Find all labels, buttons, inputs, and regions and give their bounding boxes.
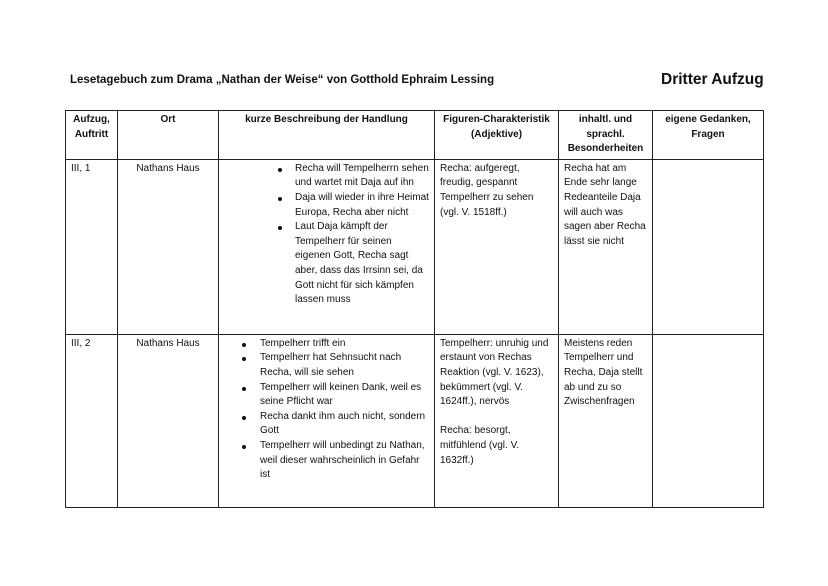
plot-item: Tempelherr hat Sehnsucht nach Recha, will sie sehen <box>260 351 429 380</box>
plot-item: Tempelherr will keinen Dank, weil es seine Pflicht war <box>260 381 429 410</box>
column-header-features: inhaltl. und sprachl. Besonderheiten <box>559 111 653 160</box>
table-row <box>66 159 764 334</box>
plot-item: Laut Daja kämpft der Tempelherr für seinen eigenen Gott, Recha sagt aber, dass das Irrsinn sei, da Gott nicht für sich kämpfen lassen muss <box>295 220 429 308</box>
thoughts-cell[interactable] <box>653 334 764 507</box>
document-title: Lesetagebuch zum Drama „Nathan der Weise“ von Gotthold Ephraim Lessing <box>70 74 495 86</box>
plot-item: Tempelherr trifft ein <box>260 337 429 352</box>
plot-list <box>224 162 429 308</box>
table-row <box>66 334 764 507</box>
place-cell: Nathans Haus <box>118 159 219 334</box>
features-cell: Recha hat am Ende sehr lange Redeanteile Daja will auch was sagen aber Recha lässt sie nicht <box>559 159 653 334</box>
plot-cell <box>219 334 435 507</box>
plot-item: Tempelherr will unbedingt zu Nathan, weil dieser wahrscheinlich in Gefahr ist <box>260 439 429 483</box>
plot-list <box>224 337 429 483</box>
place-cell: Nathans Haus <box>118 334 219 507</box>
scene-cell: III, 1 <box>66 159 118 334</box>
characters-cell: Recha: aufgeregt, freudig, gespannt Tempelherr zu sehen (vgl. V. 1518ff.) <box>435 159 559 334</box>
act-title: Dritter Aufzug <box>661 71 764 88</box>
scene-cell: III, 2 <box>66 334 118 507</box>
plot-cell <box>219 159 435 334</box>
thoughts-cell[interactable] <box>653 159 764 334</box>
column-header-plot: kurze Beschreibung der Handlung <box>219 111 435 160</box>
plot-item: Recha will Tempelherrn sehen und wartet mit Daja auf ihn <box>295 162 429 191</box>
reading-diary-table <box>65 110 764 508</box>
column-header-place: Ort <box>118 111 219 160</box>
characters-cell: Tempelherr: unruhig und erstaunt von Rechas Reaktion (vgl. V. 1623), bekümmert (vgl. V. 1624ff.), nervös Recha: besorgt, mitfühlend (vgl. V. 1632ff.) <box>435 334 559 507</box>
table-header-row <box>66 111 764 160</box>
column-header-thoughts: eigene Gedanken, Fragen <box>653 111 764 160</box>
column-header-scene: Aufzug, Auftritt <box>66 111 118 160</box>
features-cell: Meistens reden Tempelherr und Recha, Daja stellt ab und zu so Zwischenfragen <box>559 334 653 507</box>
plot-item: Recha dankt ihm auch nicht, sondern Gott <box>260 410 429 439</box>
plot-item: Daja will wieder in ihre Heimat Europa, Recha aber nicht <box>295 191 429 220</box>
column-header-characters: Figuren-Charakteristik (Adjektive) <box>435 111 559 160</box>
